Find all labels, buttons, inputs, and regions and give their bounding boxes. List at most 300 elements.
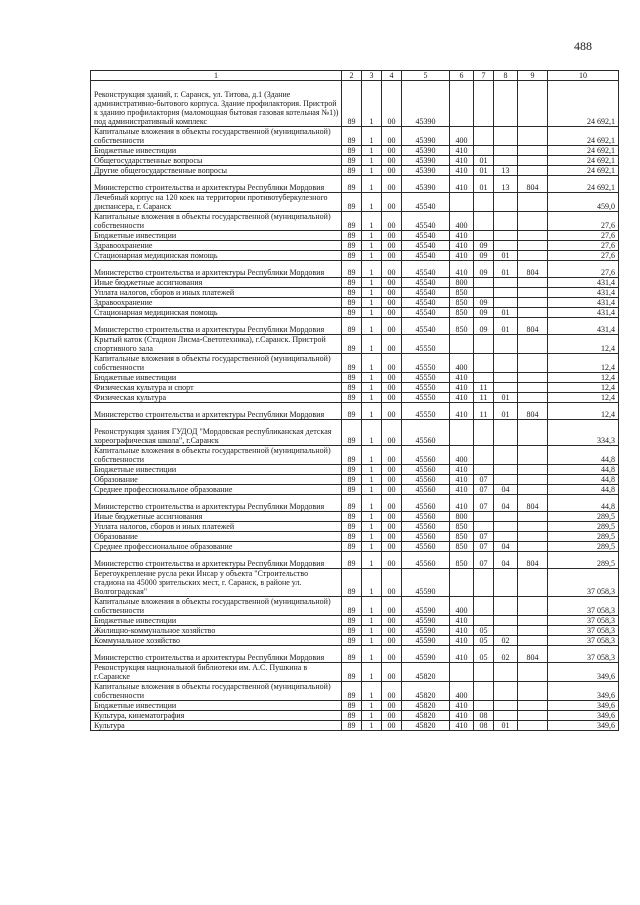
table-row: [91, 335, 619, 354]
row-ministry-code: [518, 682, 548, 701]
row-code-3: 1: [362, 288, 382, 298]
row-amount: 37 058,3: [548, 646, 619, 663]
row-section: 05: [474, 626, 494, 636]
row-target-code: 45590: [402, 626, 450, 636]
row-target-code: 45540: [402, 308, 450, 318]
row-subsection: 04: [494, 542, 518, 552]
row-code-3: 1: [362, 193, 382, 212]
row-ministry-code: [518, 636, 548, 646]
row-amount: 44,8: [548, 446, 619, 465]
row-subsection: 01: [494, 251, 518, 261]
row-target-code: 45550: [402, 383, 450, 393]
row-expense-type: 410: [450, 701, 474, 711]
row-expense-type: 410: [450, 231, 474, 241]
row-code-2: 89: [342, 354, 362, 373]
row-ministry-code: [518, 420, 548, 446]
row-target-code: 45540: [402, 193, 450, 212]
row-code-2: 89: [342, 81, 362, 127]
row-code-4: 00: [382, 446, 402, 465]
row-code-3: 1: [362, 465, 382, 475]
row-section: 05: [474, 636, 494, 646]
table-body: [91, 81, 619, 731]
row-code-4: 00: [382, 701, 402, 711]
row-amount: 431,4: [548, 318, 619, 335]
table-row: [91, 383, 619, 393]
row-target-code: 45590: [402, 569, 450, 597]
row-ministry-code: [518, 569, 548, 597]
row-code-3: 1: [362, 166, 382, 176]
row-code-4: 00: [382, 636, 402, 646]
row-code-4: 00: [382, 512, 402, 522]
row-code-3: 1: [362, 711, 382, 721]
row-code-4: 00: [382, 261, 402, 278]
row-code-2: 89: [342, 532, 362, 542]
row-section: 09: [474, 298, 494, 308]
row-target-code: 45560: [402, 532, 450, 542]
row-subsection: [494, 446, 518, 465]
row-subsection: 01: [494, 261, 518, 278]
row-code-3: 1: [362, 251, 382, 261]
table-row: [91, 682, 619, 701]
table-row: [91, 176, 619, 193]
row-expense-type: 410: [450, 721, 474, 731]
row-target-code: 45560: [402, 446, 450, 465]
row-subsection: [494, 156, 518, 166]
row-subsection: [494, 278, 518, 288]
row-name: Стационарная медицинская помощь: [91, 308, 342, 318]
row-target-code: 45820: [402, 721, 450, 731]
row-name: Среднее профессиональное образование: [91, 542, 342, 552]
column-header: 9: [518, 71, 548, 81]
row-code-3: 1: [362, 231, 382, 241]
row-code-2: 89: [342, 373, 362, 383]
row-name: Уплата налогов, сборов и иных платежей: [91, 288, 342, 298]
row-name: Реконструкция национальной библиотеки им. А.С. Пушкина в г.Саранске: [91, 663, 342, 682]
row-target-code: 45540: [402, 278, 450, 288]
row-expense-type: 410: [450, 711, 474, 721]
row-ministry-code: [518, 597, 548, 616]
table-row: [91, 127, 619, 146]
row-code-4: 00: [382, 278, 402, 288]
row-target-code: 45560: [402, 420, 450, 446]
row-code-3: 1: [362, 626, 382, 636]
row-ministry-code: 804: [518, 261, 548, 278]
row-section: [474, 146, 494, 156]
row-name: Министерство строительства и архитектуры Республики Мордовия: [91, 552, 342, 569]
row-code-4: 00: [382, 552, 402, 569]
row-expense-type: 400: [450, 597, 474, 616]
row-code-3: 1: [362, 646, 382, 663]
row-expense-type: 410: [450, 636, 474, 646]
row-subsection: [494, 420, 518, 446]
row-ministry-code: [518, 616, 548, 626]
column-header: 8: [494, 71, 518, 81]
row-ministry-code: [518, 354, 548, 373]
row-section: 07: [474, 485, 494, 495]
row-expense-type: 410: [450, 485, 474, 495]
row-section: 11: [474, 403, 494, 420]
row-target-code: 45560: [402, 465, 450, 475]
table-row: [91, 193, 619, 212]
row-code-3: 1: [362, 495, 382, 512]
row-code-4: 00: [382, 127, 402, 146]
column-header: 4: [382, 71, 402, 81]
header-row: [91, 71, 619, 81]
row-code-4: 00: [382, 542, 402, 552]
row-subsection: 02: [494, 646, 518, 663]
row-code-3: 1: [362, 373, 382, 383]
table-row: [91, 646, 619, 663]
table-row: [91, 420, 619, 446]
row-code-4: 00: [382, 298, 402, 308]
column-header: 1: [91, 71, 342, 81]
row-section: 01: [474, 166, 494, 176]
row-expense-type: 410: [450, 475, 474, 485]
row-name: Бюджетные инвестиции: [91, 373, 342, 383]
row-subsection: [494, 383, 518, 393]
table-row: [91, 663, 619, 682]
row-code-3: 1: [362, 354, 382, 373]
row-section: [474, 663, 494, 682]
row-subsection: 13: [494, 176, 518, 193]
row-subsection: [494, 354, 518, 373]
row-code-3: 1: [362, 636, 382, 646]
row-name: Реконструкция здания ГУДОД "Мордовская республиканская детская хореографическая школа", г.Саранск: [91, 420, 342, 446]
row-expense-type: 400: [450, 354, 474, 373]
row-amount: 37 058,3: [548, 636, 619, 646]
row-code-2: 89: [342, 261, 362, 278]
table-row: [91, 288, 619, 298]
row-ministry-code: [518, 241, 548, 251]
row-subsection: 01: [494, 721, 518, 731]
table-row: [91, 278, 619, 288]
row-subsection: [494, 626, 518, 636]
row-subsection: [494, 373, 518, 383]
row-section: 09: [474, 251, 494, 261]
row-code-4: 00: [382, 532, 402, 542]
row-section: 09: [474, 308, 494, 318]
row-name: Образование: [91, 475, 342, 485]
row-code-4: 00: [382, 403, 402, 420]
row-code-4: 00: [382, 335, 402, 354]
row-code-2: 89: [342, 383, 362, 393]
row-amount: 27,6: [548, 241, 619, 251]
row-subsection: [494, 616, 518, 626]
row-code-2: 89: [342, 475, 362, 485]
row-code-4: 00: [382, 288, 402, 298]
row-expense-type: [450, 420, 474, 446]
row-target-code: 45390: [402, 146, 450, 156]
row-code-3: 1: [362, 532, 382, 542]
row-ministry-code: [518, 512, 548, 522]
row-name: Бюджетные инвестиции: [91, 616, 342, 626]
row-amount: 24 692,1: [548, 146, 619, 156]
row-amount: 349,6: [548, 721, 619, 731]
table-row: [91, 465, 619, 475]
row-code-3: 1: [362, 569, 382, 597]
row-code-4: 00: [382, 354, 402, 373]
row-code-2: 89: [342, 552, 362, 569]
row-code-2: 89: [342, 663, 362, 682]
row-code-4: 00: [382, 146, 402, 156]
row-code-2: 89: [342, 335, 362, 354]
row-subsection: [494, 663, 518, 682]
row-target-code: 45590: [402, 646, 450, 663]
row-target-code: 45390: [402, 127, 450, 146]
row-ministry-code: [518, 278, 548, 288]
row-amount: 12,4: [548, 403, 619, 420]
row-expense-type: 410: [450, 393, 474, 403]
row-amount: 44,8: [548, 475, 619, 485]
table-row: [91, 626, 619, 636]
row-code-2: 89: [342, 127, 362, 146]
row-code-2: 89: [342, 711, 362, 721]
row-section: [474, 354, 494, 373]
row-amount: 12,4: [548, 393, 619, 403]
row-subsection: 01: [494, 318, 518, 335]
row-amount: 349,6: [548, 663, 619, 682]
row-code-2: 89: [342, 420, 362, 446]
table-row: [91, 231, 619, 241]
row-expense-type: 850: [450, 522, 474, 532]
table-row: [91, 393, 619, 403]
row-code-3: 1: [362, 512, 382, 522]
row-code-4: 00: [382, 156, 402, 166]
row-code-4: 00: [382, 485, 402, 495]
row-section: 08: [474, 721, 494, 731]
table-row: [91, 156, 619, 166]
column-header: 6: [450, 71, 474, 81]
row-code-4: 00: [382, 420, 402, 446]
row-subsection: [494, 298, 518, 308]
row-amount: 289,5: [548, 542, 619, 552]
row-code-2: 89: [342, 646, 362, 663]
row-name: Общегосударственные вопросы: [91, 156, 342, 166]
row-amount: 37 058,3: [548, 626, 619, 636]
row-code-3: 1: [362, 383, 382, 393]
row-code-3: 1: [362, 393, 382, 403]
row-code-3: 1: [362, 475, 382, 485]
row-name: Стационарная медицинская помощь: [91, 251, 342, 261]
row-target-code: 45560: [402, 495, 450, 512]
row-expense-type: 850: [450, 308, 474, 318]
row-code-3: 1: [362, 278, 382, 288]
row-section: 07: [474, 542, 494, 552]
row-target-code: 45540: [402, 298, 450, 308]
table-row: [91, 446, 619, 465]
row-ministry-code: [518, 193, 548, 212]
row-subsection: [494, 701, 518, 711]
row-code-2: 89: [342, 393, 362, 403]
budget-table: [90, 70, 619, 731]
row-subsection: [494, 146, 518, 156]
row-code-2: 89: [342, 251, 362, 261]
row-code-4: 00: [382, 475, 402, 485]
table-row: [91, 251, 619, 261]
row-amount: 24 692,1: [548, 127, 619, 146]
row-name: Иные бюджетные ассигнования: [91, 278, 342, 288]
row-code-4: 00: [382, 663, 402, 682]
row-code-2: 89: [342, 682, 362, 701]
table-row: [91, 308, 619, 318]
table-row: [91, 241, 619, 251]
row-ministry-code: [518, 212, 548, 231]
row-code-3: 1: [362, 552, 382, 569]
row-name: Уплата налогов, сборов и иных платежей: [91, 522, 342, 532]
row-code-2: 89: [342, 156, 362, 166]
row-code-2: 89: [342, 166, 362, 176]
row-target-code: 45560: [402, 552, 450, 569]
row-subsection: 04: [494, 495, 518, 512]
row-expense-type: 850: [450, 532, 474, 542]
row-expense-type: 410: [450, 241, 474, 251]
row-code-3: 1: [362, 663, 382, 682]
row-amount: 44,8: [548, 495, 619, 512]
row-expense-type: 410: [450, 646, 474, 663]
column-header: 5: [402, 71, 450, 81]
row-code-4: 00: [382, 212, 402, 231]
row-amount: 459,0: [548, 193, 619, 212]
table-row: [91, 495, 619, 512]
row-expense-type: 410: [450, 626, 474, 636]
table-row: [91, 81, 619, 127]
row-expense-type: 410: [450, 495, 474, 512]
row-amount: 37 058,3: [548, 616, 619, 626]
row-amount: 289,5: [548, 552, 619, 569]
row-code-4: 00: [382, 597, 402, 616]
row-amount: 289,5: [548, 512, 619, 522]
row-name: Бюджетные инвестиции: [91, 146, 342, 156]
row-target-code: 45590: [402, 636, 450, 646]
table-row: [91, 597, 619, 616]
row-code-4: 00: [382, 522, 402, 532]
row-name: Иные бюджетные ассигнования: [91, 512, 342, 522]
row-expense-type: [450, 569, 474, 597]
row-expense-type: 850: [450, 552, 474, 569]
row-code-3: 1: [362, 616, 382, 626]
row-subsection: [494, 682, 518, 701]
table-row: [91, 616, 619, 626]
row-section: 11: [474, 393, 494, 403]
row-section: 07: [474, 552, 494, 569]
row-section: 09: [474, 261, 494, 278]
row-subsection: [494, 597, 518, 616]
row-amount: 334,3: [548, 420, 619, 446]
row-subsection: 04: [494, 552, 518, 569]
row-target-code: 45560: [402, 475, 450, 485]
row-section: 07: [474, 495, 494, 512]
row-expense-type: 410: [450, 373, 474, 383]
row-code-2: 89: [342, 298, 362, 308]
row-target-code: 45540: [402, 231, 450, 241]
row-ministry-code: [518, 446, 548, 465]
row-subsection: 13: [494, 166, 518, 176]
row-subsection: [494, 512, 518, 522]
column-header: 2: [342, 71, 362, 81]
row-amount: 37 058,3: [548, 569, 619, 597]
row-amount: 24 692,1: [548, 176, 619, 193]
row-ministry-code: 804: [518, 403, 548, 420]
row-code-3: 1: [362, 542, 382, 552]
row-code-3: 1: [362, 146, 382, 156]
row-name: Жилищно-коммунальное хозяйство: [91, 626, 342, 636]
row-code-2: 89: [342, 446, 362, 465]
row-code-3: 1: [362, 318, 382, 335]
row-name: Физическая культура и спорт: [91, 383, 342, 393]
row-target-code: 45540: [402, 261, 450, 278]
row-subsection: [494, 532, 518, 542]
row-section: [474, 127, 494, 146]
row-target-code: 45820: [402, 682, 450, 701]
row-target-code: 45390: [402, 166, 450, 176]
row-name: Среднее профессиональное образование: [91, 485, 342, 495]
row-code-4: 00: [382, 393, 402, 403]
row-code-2: 89: [342, 318, 362, 335]
row-ministry-code: [518, 383, 548, 393]
row-code-4: 00: [382, 682, 402, 701]
row-expense-type: 410: [450, 156, 474, 166]
row-code-3: 1: [362, 298, 382, 308]
row-expense-type: 410: [450, 465, 474, 475]
row-code-3: 1: [362, 156, 382, 166]
row-section: [474, 212, 494, 231]
row-amount: 12,4: [548, 373, 619, 383]
row-target-code: 45550: [402, 335, 450, 354]
row-ministry-code: [518, 146, 548, 156]
row-code-2: 89: [342, 542, 362, 552]
row-subsection: [494, 193, 518, 212]
row-code-2: 89: [342, 495, 362, 512]
row-target-code: 45550: [402, 393, 450, 403]
row-code-2: 89: [342, 485, 362, 495]
row-name: Здравоохранение: [91, 298, 342, 308]
row-section: [474, 597, 494, 616]
row-target-code: 45590: [402, 597, 450, 616]
row-section: [474, 81, 494, 127]
row-code-3: 1: [362, 176, 382, 193]
row-code-4: 00: [382, 373, 402, 383]
row-name: Бюджетные инвестиции: [91, 231, 342, 241]
row-name: Капитальные вложения в объекты государственной (муниципальной) собственности: [91, 682, 342, 701]
row-amount: 12,4: [548, 335, 619, 354]
row-subsection: [494, 127, 518, 146]
row-expense-type: 410: [450, 261, 474, 278]
row-code-3: 1: [362, 721, 382, 731]
row-amount: 24 692,1: [548, 166, 619, 176]
row-expense-type: 800: [450, 278, 474, 288]
row-code-4: 00: [382, 626, 402, 636]
row-target-code: 45590: [402, 616, 450, 626]
row-expense-type: 850: [450, 288, 474, 298]
row-target-code: 45390: [402, 176, 450, 193]
row-code-3: 1: [362, 597, 382, 616]
row-section: [474, 288, 494, 298]
row-ministry-code: 804: [518, 318, 548, 335]
row-subsection: [494, 288, 518, 298]
row-name: Министерство строительства и архитектуры Республики Мордовия: [91, 495, 342, 512]
row-amount: 44,8: [548, 465, 619, 475]
row-name: Капитальные вложения в объекты государственной (муниципальной) собственности: [91, 212, 342, 231]
row-code-3: 1: [362, 212, 382, 231]
row-name: Культура: [91, 721, 342, 731]
row-name: Министерство строительства и архитектуры Республики Мордовия: [91, 261, 342, 278]
row-section: 09: [474, 241, 494, 251]
table-row: [91, 485, 619, 495]
row-section: [474, 512, 494, 522]
row-subsection: [494, 475, 518, 485]
row-code-3: 1: [362, 701, 382, 711]
row-name: Культура, кинематография: [91, 711, 342, 721]
